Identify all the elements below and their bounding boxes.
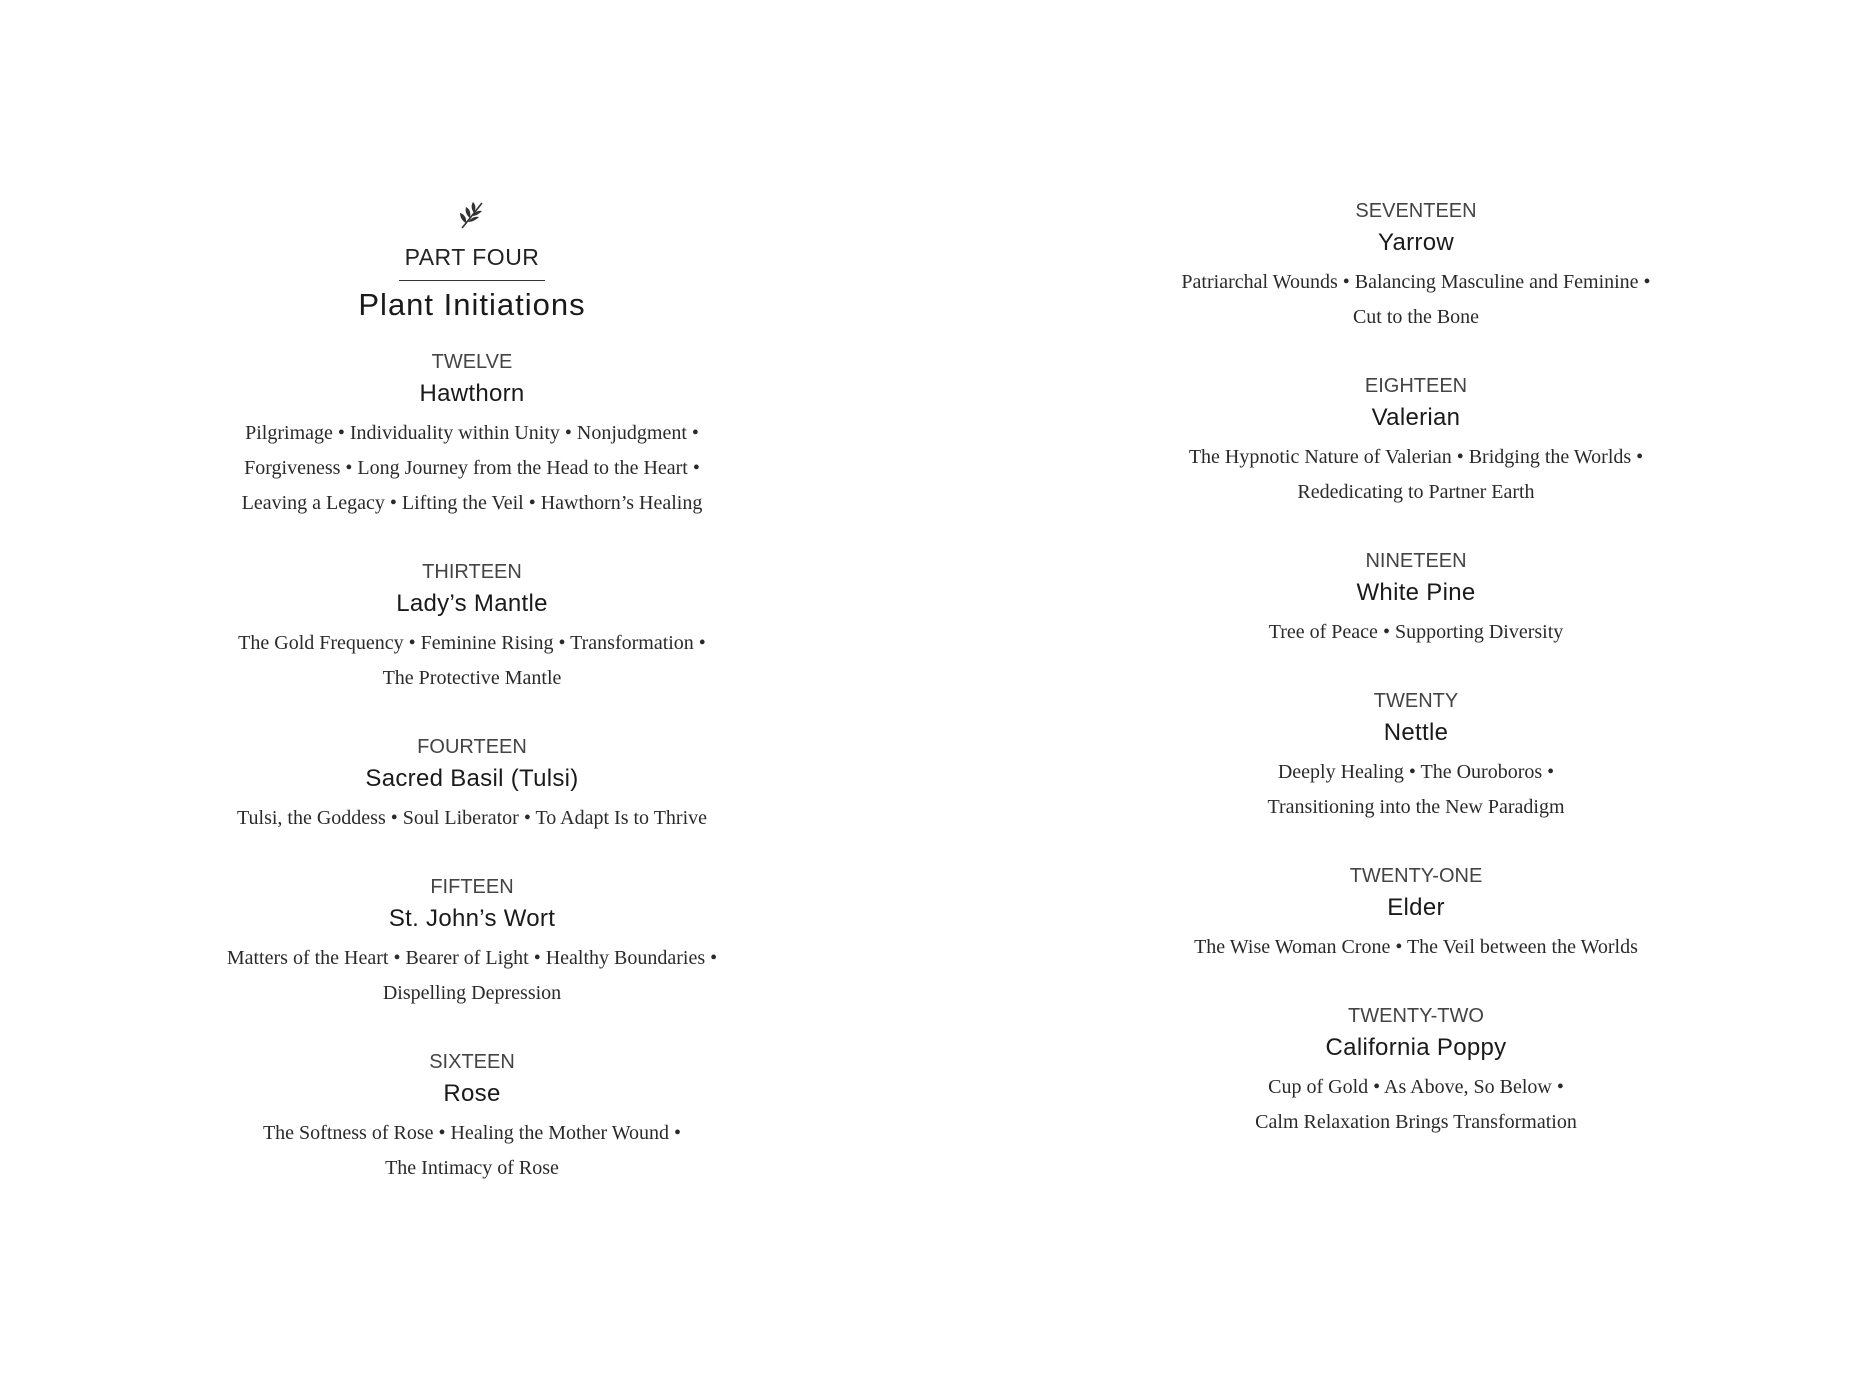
part-label: PART FOUR: [404, 244, 540, 270]
topic-line: Pilgrimage • Individuality within Unity • Nonjudgment •: [245, 422, 699, 444]
topic-line: Patriarchal Wounds • Balancing Masculine and Feminine •: [1181, 271, 1651, 293]
topic-line: The Protective Mantle: [382, 667, 562, 689]
topic-line: Forgiveness • Long Journey from the Head to the Heart •: [244, 457, 700, 479]
chapter-number: TWENTY: [1373, 690, 1459, 712]
chapter-topics: [1056, 440, 1776, 510]
chapter-entry: [1056, 862, 1776, 965]
chapter-topics: [1056, 755, 1776, 825]
topic-line: Deeply Healing • The Ouroboros •: [1277, 761, 1555, 783]
chapter-title: Valerian: [1371, 404, 1461, 431]
chapter-number: SIXTEEN: [429, 1051, 515, 1073]
topic-line: Tree of Peace • Supporting Diversity: [1268, 621, 1564, 643]
chapter-entry: [1056, 547, 1776, 650]
topic-line: Transitioning into the New Paradigm: [1267, 796, 1565, 818]
chapter-title: White Pine: [1356, 579, 1476, 606]
chapter-number: THIRTEEN: [422, 561, 522, 583]
chapter-number: TWENTY-TWO: [1348, 1005, 1484, 1027]
topic-line: Rededicating to Partner Earth: [1297, 481, 1535, 503]
chapter-entry: [112, 558, 832, 696]
part-title: Plant Initiations: [358, 287, 586, 322]
topic-line: Dispelling Depression: [382, 982, 562, 1004]
leaf-sprig-icon: [452, 195, 492, 235]
chapter-number: NINETEEN: [1365, 550, 1467, 572]
chapter-title: Hawthorn: [419, 380, 525, 407]
chapter-number: FIFTEEN: [430, 876, 514, 898]
chapter-title: Lady’s Mantle: [396, 590, 548, 617]
chapter-topics: [1056, 930, 1776, 965]
chapter-topics: [112, 801, 832, 836]
chapter-entry: [112, 1048, 832, 1186]
chapter-entry: [1056, 687, 1776, 825]
chapter-title: Elder: [1387, 894, 1445, 921]
chapter-entry: [1056, 1002, 1776, 1140]
chapter-topics: [1056, 265, 1776, 335]
topic-line: The Softness of Rose • Healing the Mother Wound •: [262, 1122, 682, 1144]
topic-line: Calm Relaxation Brings Transformation: [1255, 1111, 1577, 1133]
chapter-topics: [1056, 1070, 1776, 1140]
chapter-entry: [112, 733, 832, 836]
chapter-title: Yarrow: [1377, 229, 1455, 256]
chapter-title: Nettle: [1383, 719, 1449, 746]
chapter-title: Sacred Basil (Tulsi): [365, 765, 579, 792]
chapter-number: EIGHTEEN: [1364, 375, 1468, 397]
chapter-number: FOURTEEN: [417, 736, 527, 758]
chapter-title: California Poppy: [1325, 1034, 1507, 1061]
chapter-topics: [112, 1116, 832, 1186]
chapter-entry: [112, 873, 832, 1011]
chapter-topics: [112, 416, 832, 521]
topic-line: The Wise Woman Crone • The Veil between the Worlds: [1194, 936, 1638, 958]
part-divider: [399, 280, 545, 281]
chapter-number: SEVENTEEN: [1355, 200, 1477, 222]
chapter-entry: [1056, 197, 1776, 335]
topic-line: The Hypnotic Nature of Valerian • Bridging the Worlds •: [1188, 446, 1644, 468]
chapter-topics: [112, 941, 832, 1011]
chapter-entry: [112, 348, 832, 521]
topic-line: The Intimacy of Rose: [385, 1157, 559, 1179]
topic-line: Tulsi, the Goddess • Soul Liberator • To Adapt Is to Thrive: [237, 807, 707, 829]
topic-line: Cup of Gold • As Above, So Below •: [1268, 1076, 1564, 1098]
chapter-title: St. John’s Wort: [388, 905, 556, 932]
chapter-title: Rose: [443, 1080, 501, 1107]
topic-line: Leaving a Legacy • Lifting the Veil • Hawthorn’s Healing: [241, 492, 703, 514]
topic-line: The Gold Frequency • Feminine Rising • Transformation •: [238, 632, 706, 654]
topic-line: Matters of the Heart • Bearer of Light • Healthy Boundaries •: [226, 947, 718, 969]
chapter-number: TWENTY-ONE: [1349, 865, 1483, 887]
chapter-topics: [1056, 615, 1776, 650]
chapter-entry: [1056, 372, 1776, 510]
chapter-topics: [112, 626, 832, 696]
topic-line: Cut to the Bone: [1352, 306, 1480, 328]
chapter-number: TWELVE: [431, 351, 513, 373]
